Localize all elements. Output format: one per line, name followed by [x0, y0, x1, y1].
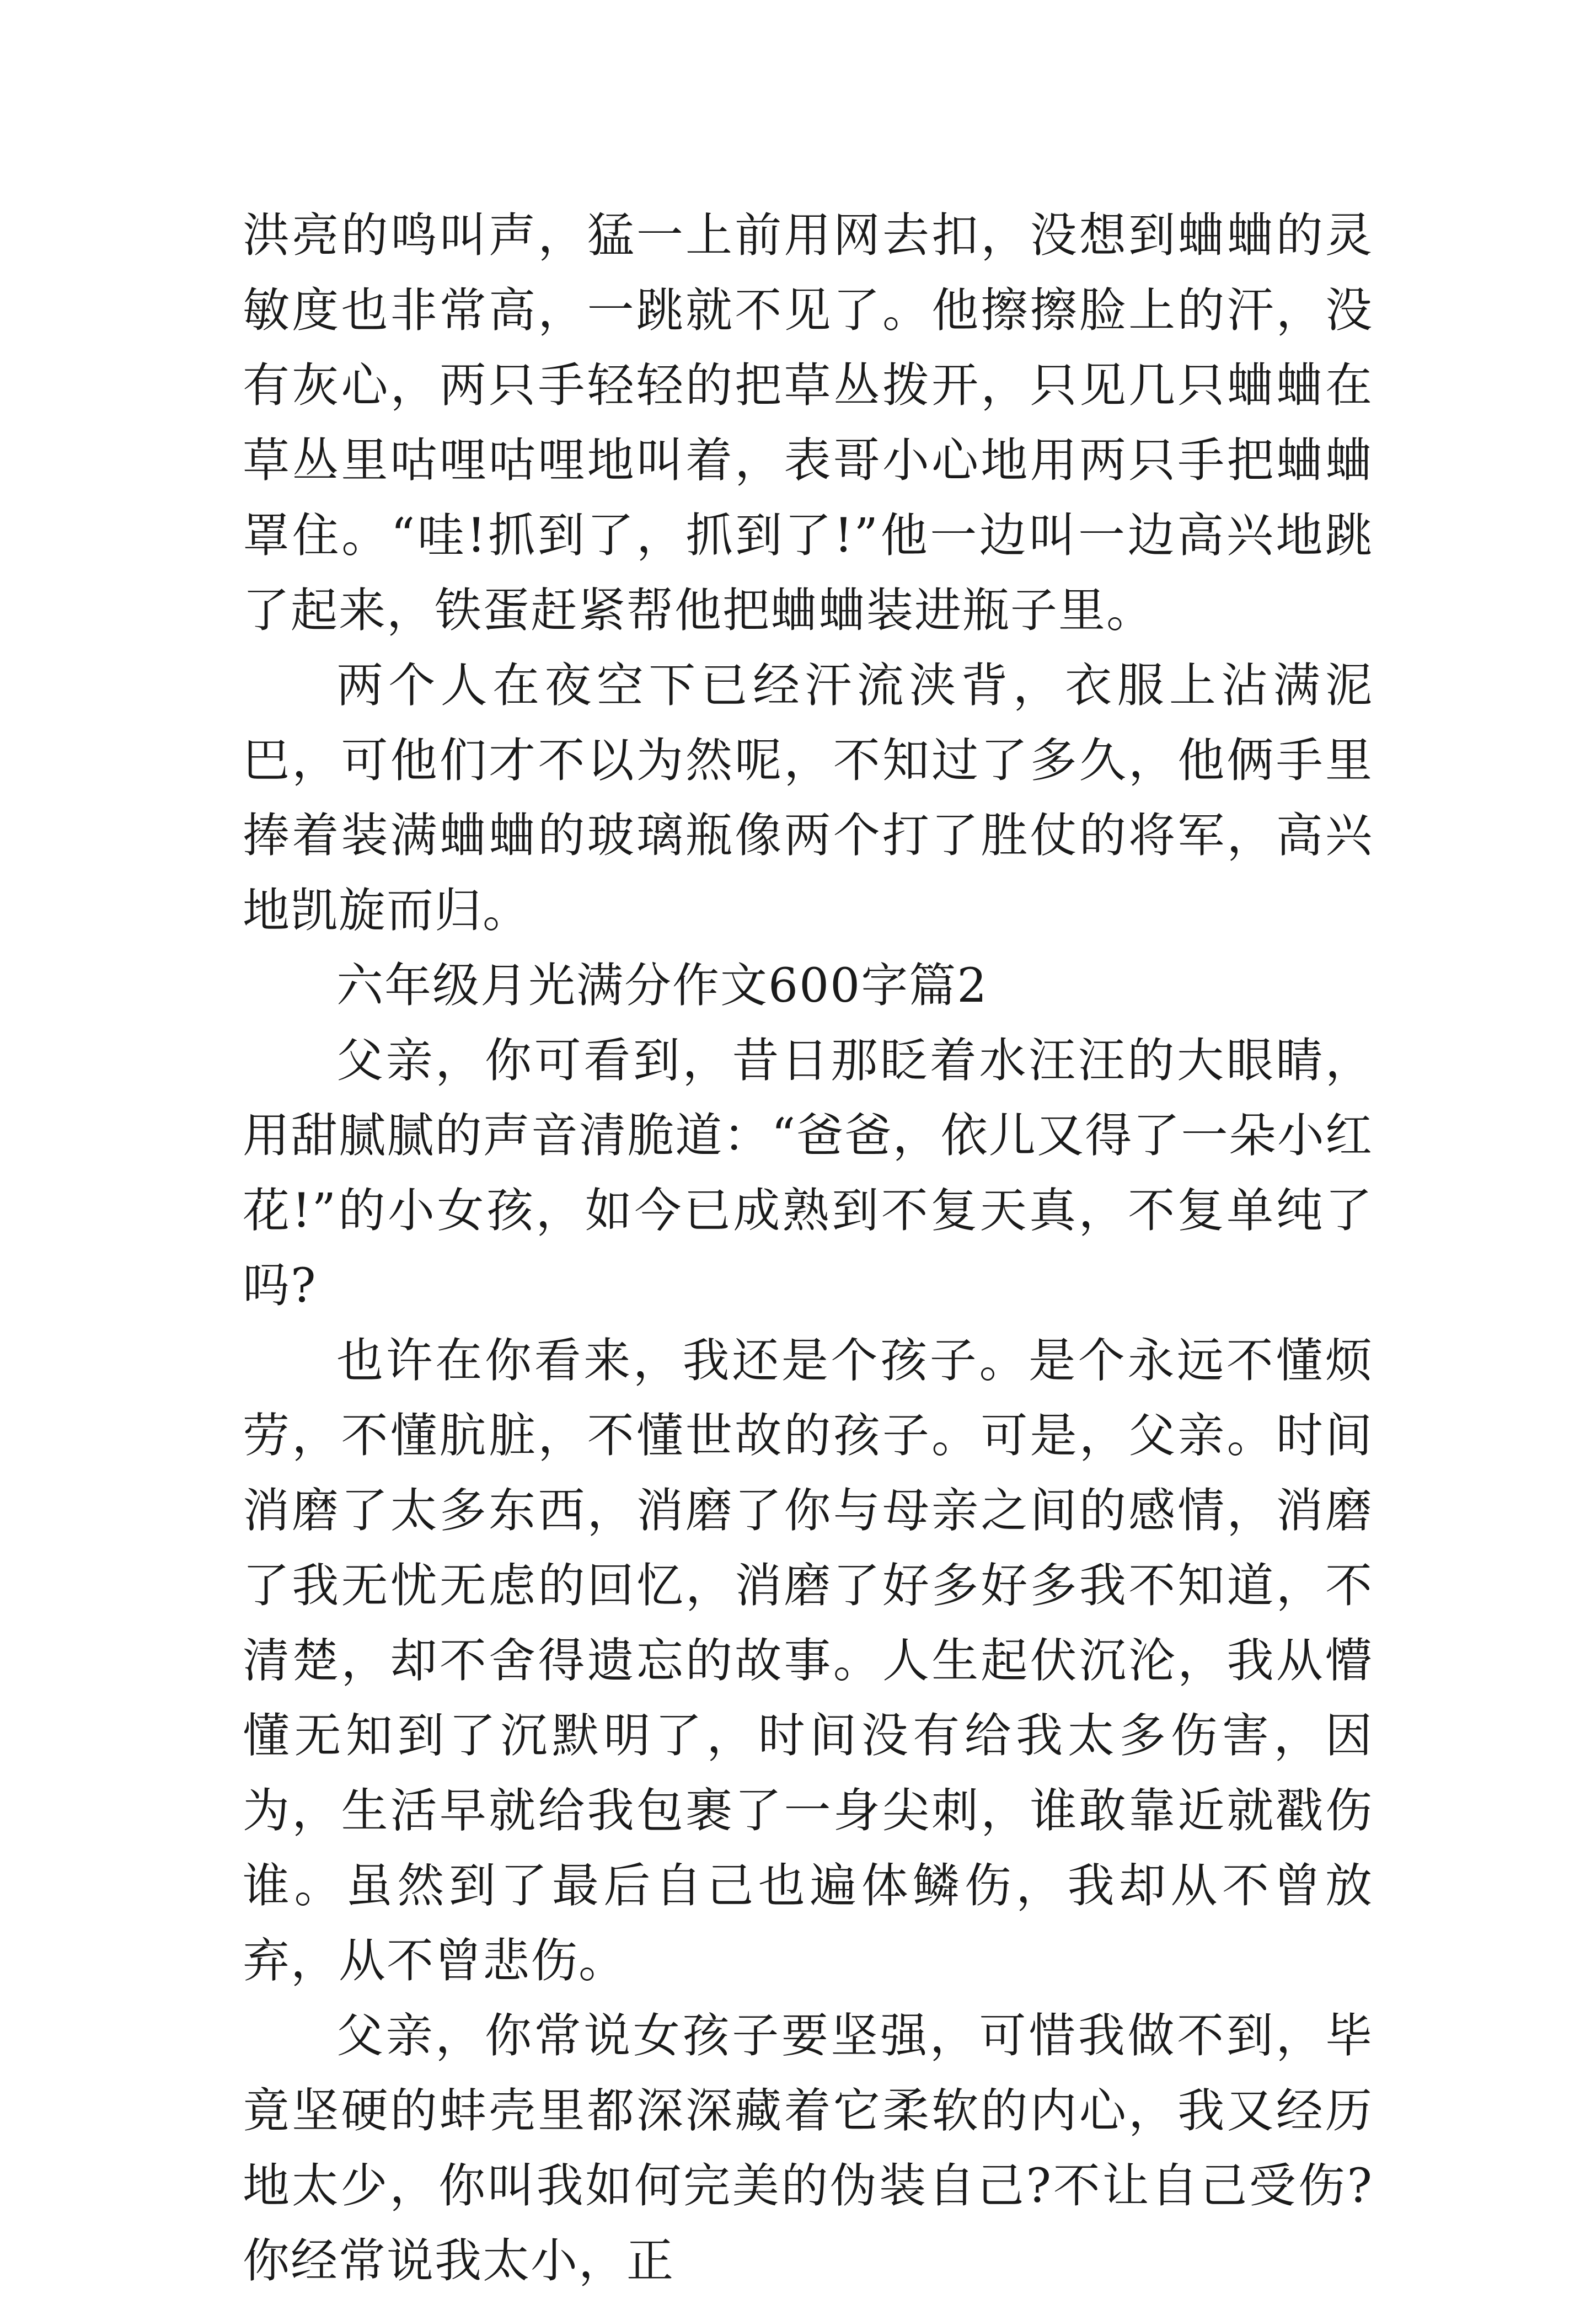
- paragraph: 父亲，你常说女孩子要坚强，可惜我做不到，毕竟坚硬的蚌壳里都深深藏着它柔软的内心，我又经历地太少，你叫我如何完美的伪装自己?不让自己受伤?你经常说我太小，正: [243, 2009, 1373, 2289]
- paragraph: 父亲，你可看到，昔日那眨着水汪汪的大眼睛，用甜腻腻的声音清脆道：“爸爸，依儿又得了一朵小红花!”的小女孩，如今已成熟到不复天真，不复单纯了吗?: [243, 1034, 1373, 1313]
- paragraph: 两个人在夜空下已经汗流浃背，衣服上沾满泥巴，可他们才不以为然呢，不知过了多久，他俩手里捧着装满蛐蛐的玻璃瓶像两个打了胜仗的将军，高兴地凯旋而归。: [243, 659, 1373, 938]
- paragraph: 也许在你看来，我还是个孩子。是个永远不懂烦劳，不懂肮脏，不懂世故的孩子。可是，父亲。时间消磨了太多东西，消磨了你与母亲之间的感情，消磨了我无忧无虑的回忆，消磨了好多好多我不知道，不清楚，却不舍得遗忘的故事。人生起伏沉沦，我从懵懂无知到了沉默明了，时间没有给我太多伤害，因为，生活早就给我包裹了一身尖刺，谁敢靠近就戳伤谁。虽然到了最后自己也遍体鳞伤，我却从不曾放弃，从不曾悲伤。: [243, 1334, 1373, 1988]
- section-heading: 六年级月光满分作文600字篇2: [336, 959, 988, 1013]
- paragraph-continuation: 洪亮的鸣叫声，猛一上前用网去扣，没想到蛐蛐的灵敏度也非常高，一跳就不见了。他擦擦脸上的汗，没有灰心，两只手轻轻的把草丛拨开，只见几只蛐蛐在草丛里咕哩咕哩地叫着，表哥小心地用两只手把蛐蛐罩住。“哇!抓到了，抓到了!”他一边叫一边高兴地跳了起来，铁蛋赶紧帮他把蛐蛐装进瓶子里。: [243, 208, 1373, 638]
- document-body: [243, 199, 1373, 2299]
